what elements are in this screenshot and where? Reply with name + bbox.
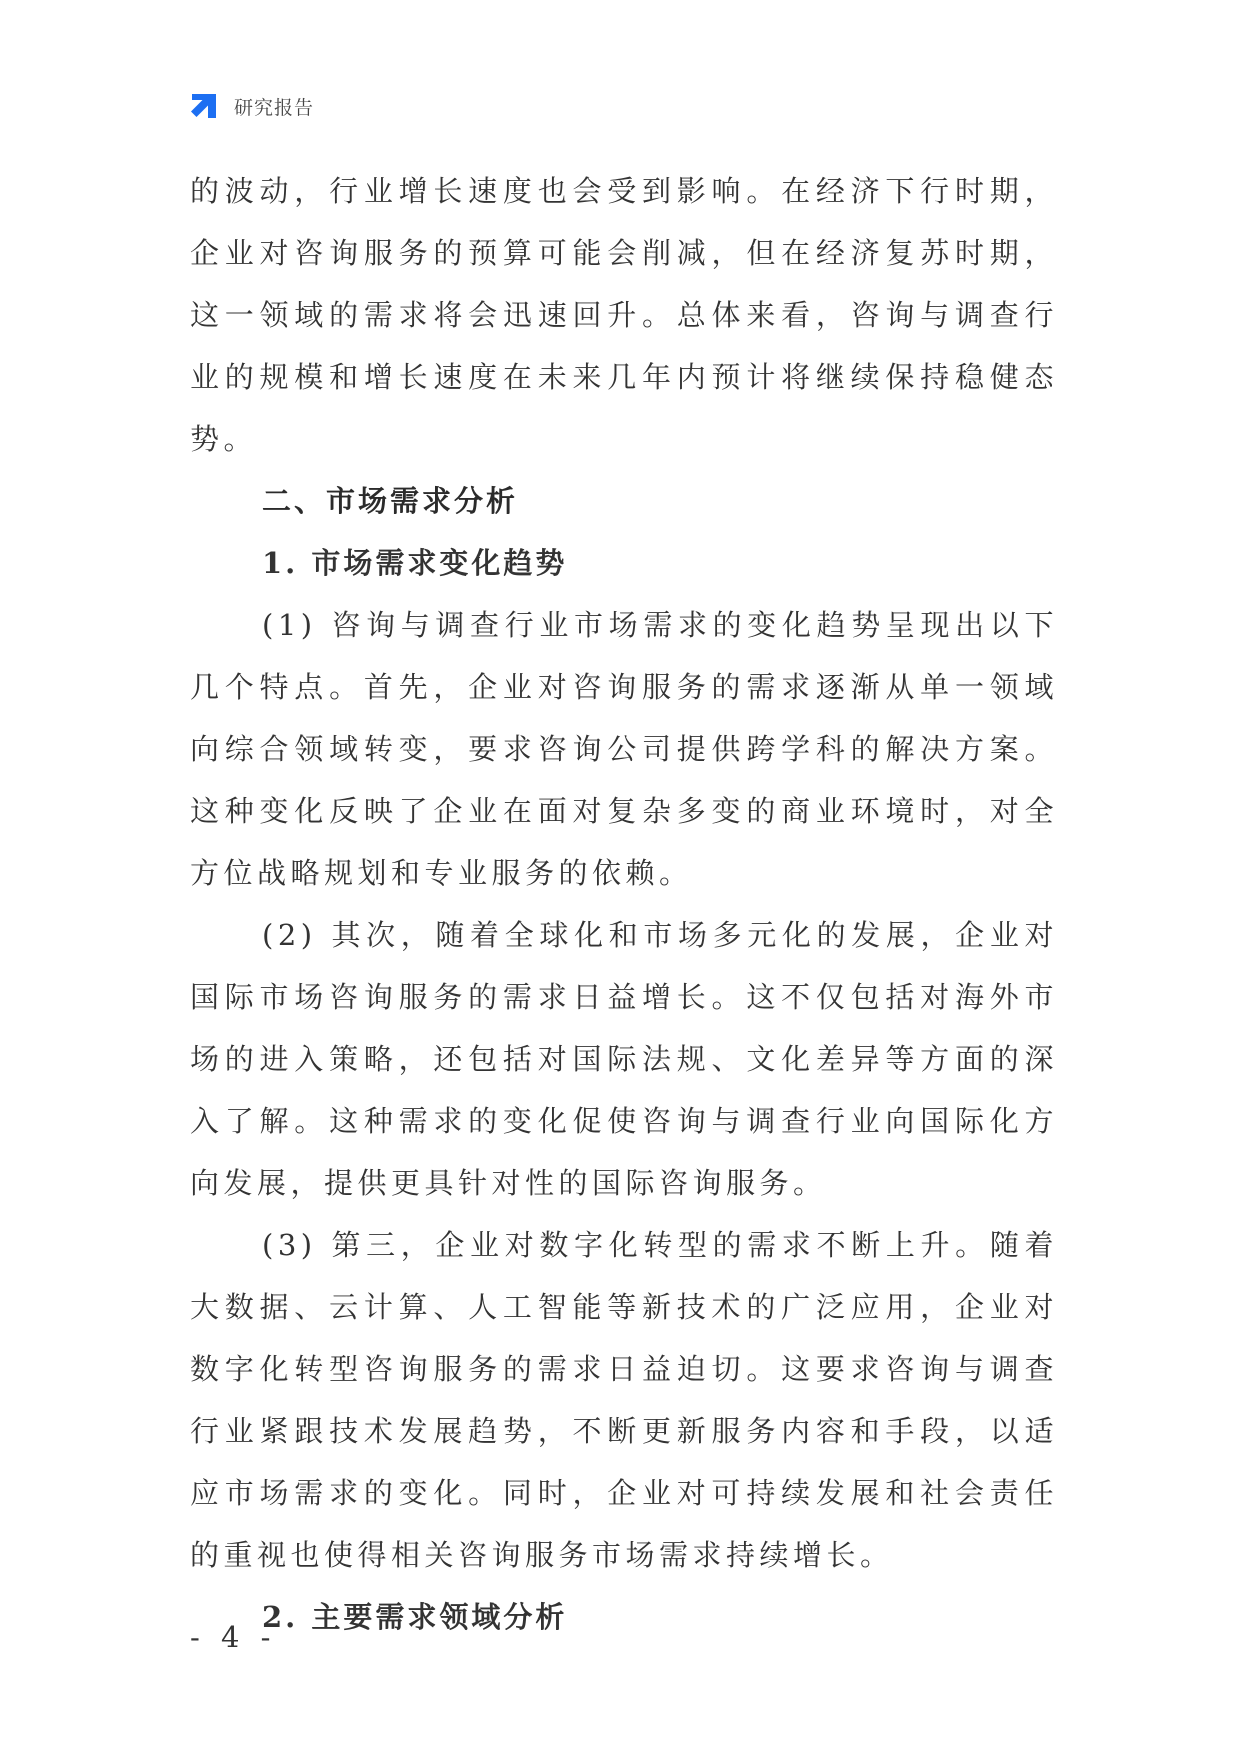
subsection-heading-2: 2. 主要需求领域分析: [262, 1600, 568, 1634]
report-logo-arrow-icon: [188, 90, 220, 122]
paragraph-3: (3) 第三，企业对数字化转型的需求不断上升。随着大数据、云计算、人工智能等新技术的广泛应用，企业对数字化转型咨询服务的需求日益迫切。这要求咨询与调查行业紧跟技术发展趋势，不断更新服务内容和手段，以适应市场需求的变化。同时，企业对可持续发展和社会责任的重视也使得相关咨询服务市场需求持续增长。: [190, 1228, 1058, 1572]
document-body: [190, 160, 1058, 1648]
section-heading: 二、市场需求分析: [262, 484, 519, 518]
subsection-heading-1: 1. 市场需求变化趋势: [262, 546, 568, 580]
page-number: - 4 -: [190, 1620, 277, 1654]
paragraph-continued: 的波动，行业增长速度也会受到影响。在经济下行时期，企业对咨询服务的预算可能会削减，但在经济复苏时期，这一领域的需求将会迅速回升。总体来看，咨询与调查行业的规模和增长速度在未来几年内预计将继续保持稳健态势。: [190, 174, 1058, 456]
paragraph-1: (1) 咨询与调查行业市场需求的变化趋势呈现出以下几个特点。首先，企业对咨询服务的需求逐渐从单一领域向综合领域转变，要求咨询公司提供跨学科的解决方案。这种变化反映了企业在面对复杂多变的商业环境时，对全方位战略规划和专业服务的依赖。: [190, 608, 1058, 890]
paragraph-2: (2) 其次，随着全球化和市场多元化的发展，企业对国际市场咨询服务的需求日益增长。这不仅包括对海外市场的进入策略，还包括对国际法规、文化差异等方面的深入了解。这种需求的变化促使咨询与调查行业向国际化方向发展，提供更具针对性的国际咨询服务。: [190, 918, 1058, 1200]
header-title: 研究报告: [234, 96, 315, 119]
report-header: [188, 88, 314, 124]
